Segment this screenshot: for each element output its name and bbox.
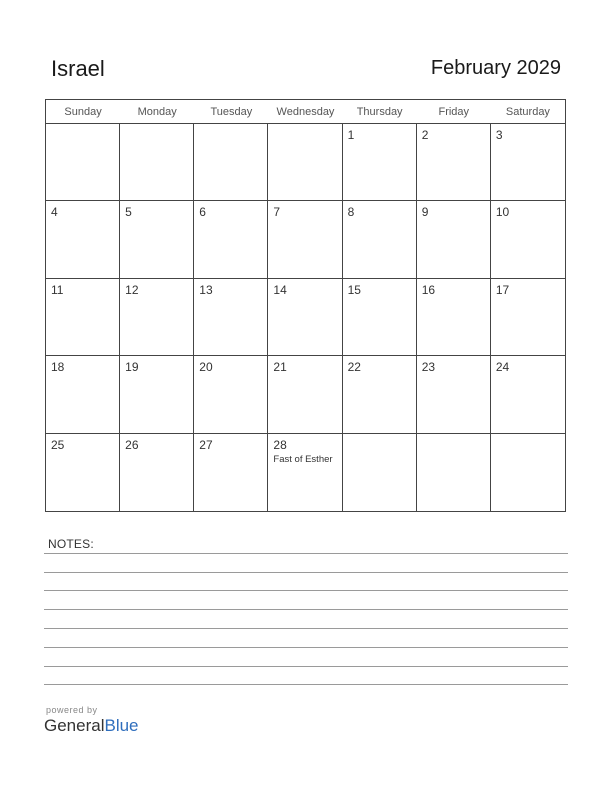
day-number: 6 bbox=[199, 205, 206, 220]
note-line bbox=[44, 647, 568, 648]
day-number: 17 bbox=[495, 282, 510, 297]
day-number: 22 bbox=[347, 360, 361, 375]
generalblue-logo bbox=[44, 716, 139, 736]
weekday-header: Thursday bbox=[343, 100, 417, 124]
day-cell bbox=[268, 124, 342, 201]
day-cell bbox=[343, 434, 417, 511]
day-number: 19 bbox=[125, 360, 139, 375]
calendar-grid bbox=[46, 100, 565, 511]
note-line bbox=[44, 684, 568, 685]
day-number: 4 bbox=[51, 205, 58, 220]
day-cell bbox=[194, 434, 268, 511]
day-cell bbox=[120, 279, 194, 356]
notes-label: NOTES: bbox=[48, 537, 94, 551]
day-cell bbox=[491, 124, 565, 201]
day-number: 3 bbox=[495, 128, 503, 142]
day-number: 5 bbox=[125, 205, 132, 220]
note-line bbox=[44, 553, 568, 554]
powered-by-text: powered by bbox=[46, 705, 98, 715]
day-number: 12 bbox=[125, 282, 139, 297]
day-cell bbox=[120, 201, 194, 278]
day-cell bbox=[491, 434, 565, 511]
weekday-header: Friday bbox=[417, 100, 491, 124]
note-line bbox=[44, 666, 568, 667]
day-cell bbox=[46, 124, 120, 201]
day-number: 7 bbox=[273, 205, 281, 220]
day-cell bbox=[120, 434, 194, 511]
weekday-header: Tuesday bbox=[194, 100, 268, 124]
day-cell bbox=[417, 434, 491, 511]
day-cell bbox=[491, 356, 565, 433]
day-cell bbox=[417, 201, 491, 278]
day-cell bbox=[417, 356, 491, 433]
day-number: 10 bbox=[495, 205, 510, 220]
day-cell bbox=[194, 356, 268, 433]
weekday-header: Sunday bbox=[46, 100, 120, 124]
day-cell bbox=[46, 201, 120, 278]
day-cell bbox=[46, 279, 120, 356]
day-cell bbox=[268, 356, 342, 433]
day-cell bbox=[491, 279, 565, 356]
day-number: 24 bbox=[495, 360, 510, 375]
day-number: 26 bbox=[125, 437, 139, 452]
day-number: 8 bbox=[347, 205, 355, 220]
note-line bbox=[44, 628, 568, 629]
day-cell bbox=[491, 201, 565, 278]
brand-general-text: General bbox=[44, 716, 105, 735]
weekday-header: Monday bbox=[120, 100, 194, 124]
day-number: 18 bbox=[51, 360, 65, 375]
day-cell bbox=[343, 201, 417, 278]
day-cell bbox=[120, 356, 194, 433]
holiday-label: Fast of Esther bbox=[273, 453, 333, 465]
day-number: 13 bbox=[199, 282, 213, 297]
day-cell bbox=[417, 279, 491, 356]
day-cell bbox=[343, 124, 417, 201]
day-number: 23 bbox=[421, 360, 436, 375]
day-number: 28 bbox=[273, 437, 287, 452]
day-cell bbox=[343, 279, 417, 356]
weekday-header: Saturday bbox=[491, 100, 565, 124]
month-title: February 2029 bbox=[430, 57, 561, 79]
day-number: 9 bbox=[421, 205, 429, 220]
day-cell bbox=[268, 201, 342, 278]
day-number: 11 bbox=[51, 282, 64, 297]
day-cell bbox=[268, 279, 342, 356]
day-number: 20 bbox=[199, 360, 213, 375]
day-cell bbox=[343, 356, 417, 433]
day-cell bbox=[268, 434, 342, 511]
note-line bbox=[44, 572, 568, 573]
day-number: 25 bbox=[51, 437, 65, 452]
day-cell bbox=[417, 124, 491, 201]
day-number: 16 bbox=[421, 282, 436, 297]
day-number: 15 bbox=[347, 282, 361, 297]
day-cell bbox=[194, 201, 268, 278]
day-cell bbox=[46, 434, 120, 511]
day-cell bbox=[194, 124, 268, 201]
calendar-table bbox=[45, 99, 566, 512]
day-number: 21 bbox=[273, 360, 287, 375]
day-cell bbox=[120, 124, 194, 201]
day-cell bbox=[194, 279, 268, 356]
brand-blue-text: Blue bbox=[104, 716, 139, 735]
note-line bbox=[44, 609, 568, 610]
note-line bbox=[44, 590, 568, 591]
day-number: 14 bbox=[273, 282, 287, 297]
day-number: 2 bbox=[421, 128, 429, 142]
day-cell bbox=[46, 356, 120, 433]
weekday-header: Wednesday bbox=[268, 100, 342, 124]
day-number: 27 bbox=[199, 437, 213, 452]
country-title: Israel bbox=[51, 56, 105, 81]
day-number: 1 bbox=[347, 128, 355, 142]
